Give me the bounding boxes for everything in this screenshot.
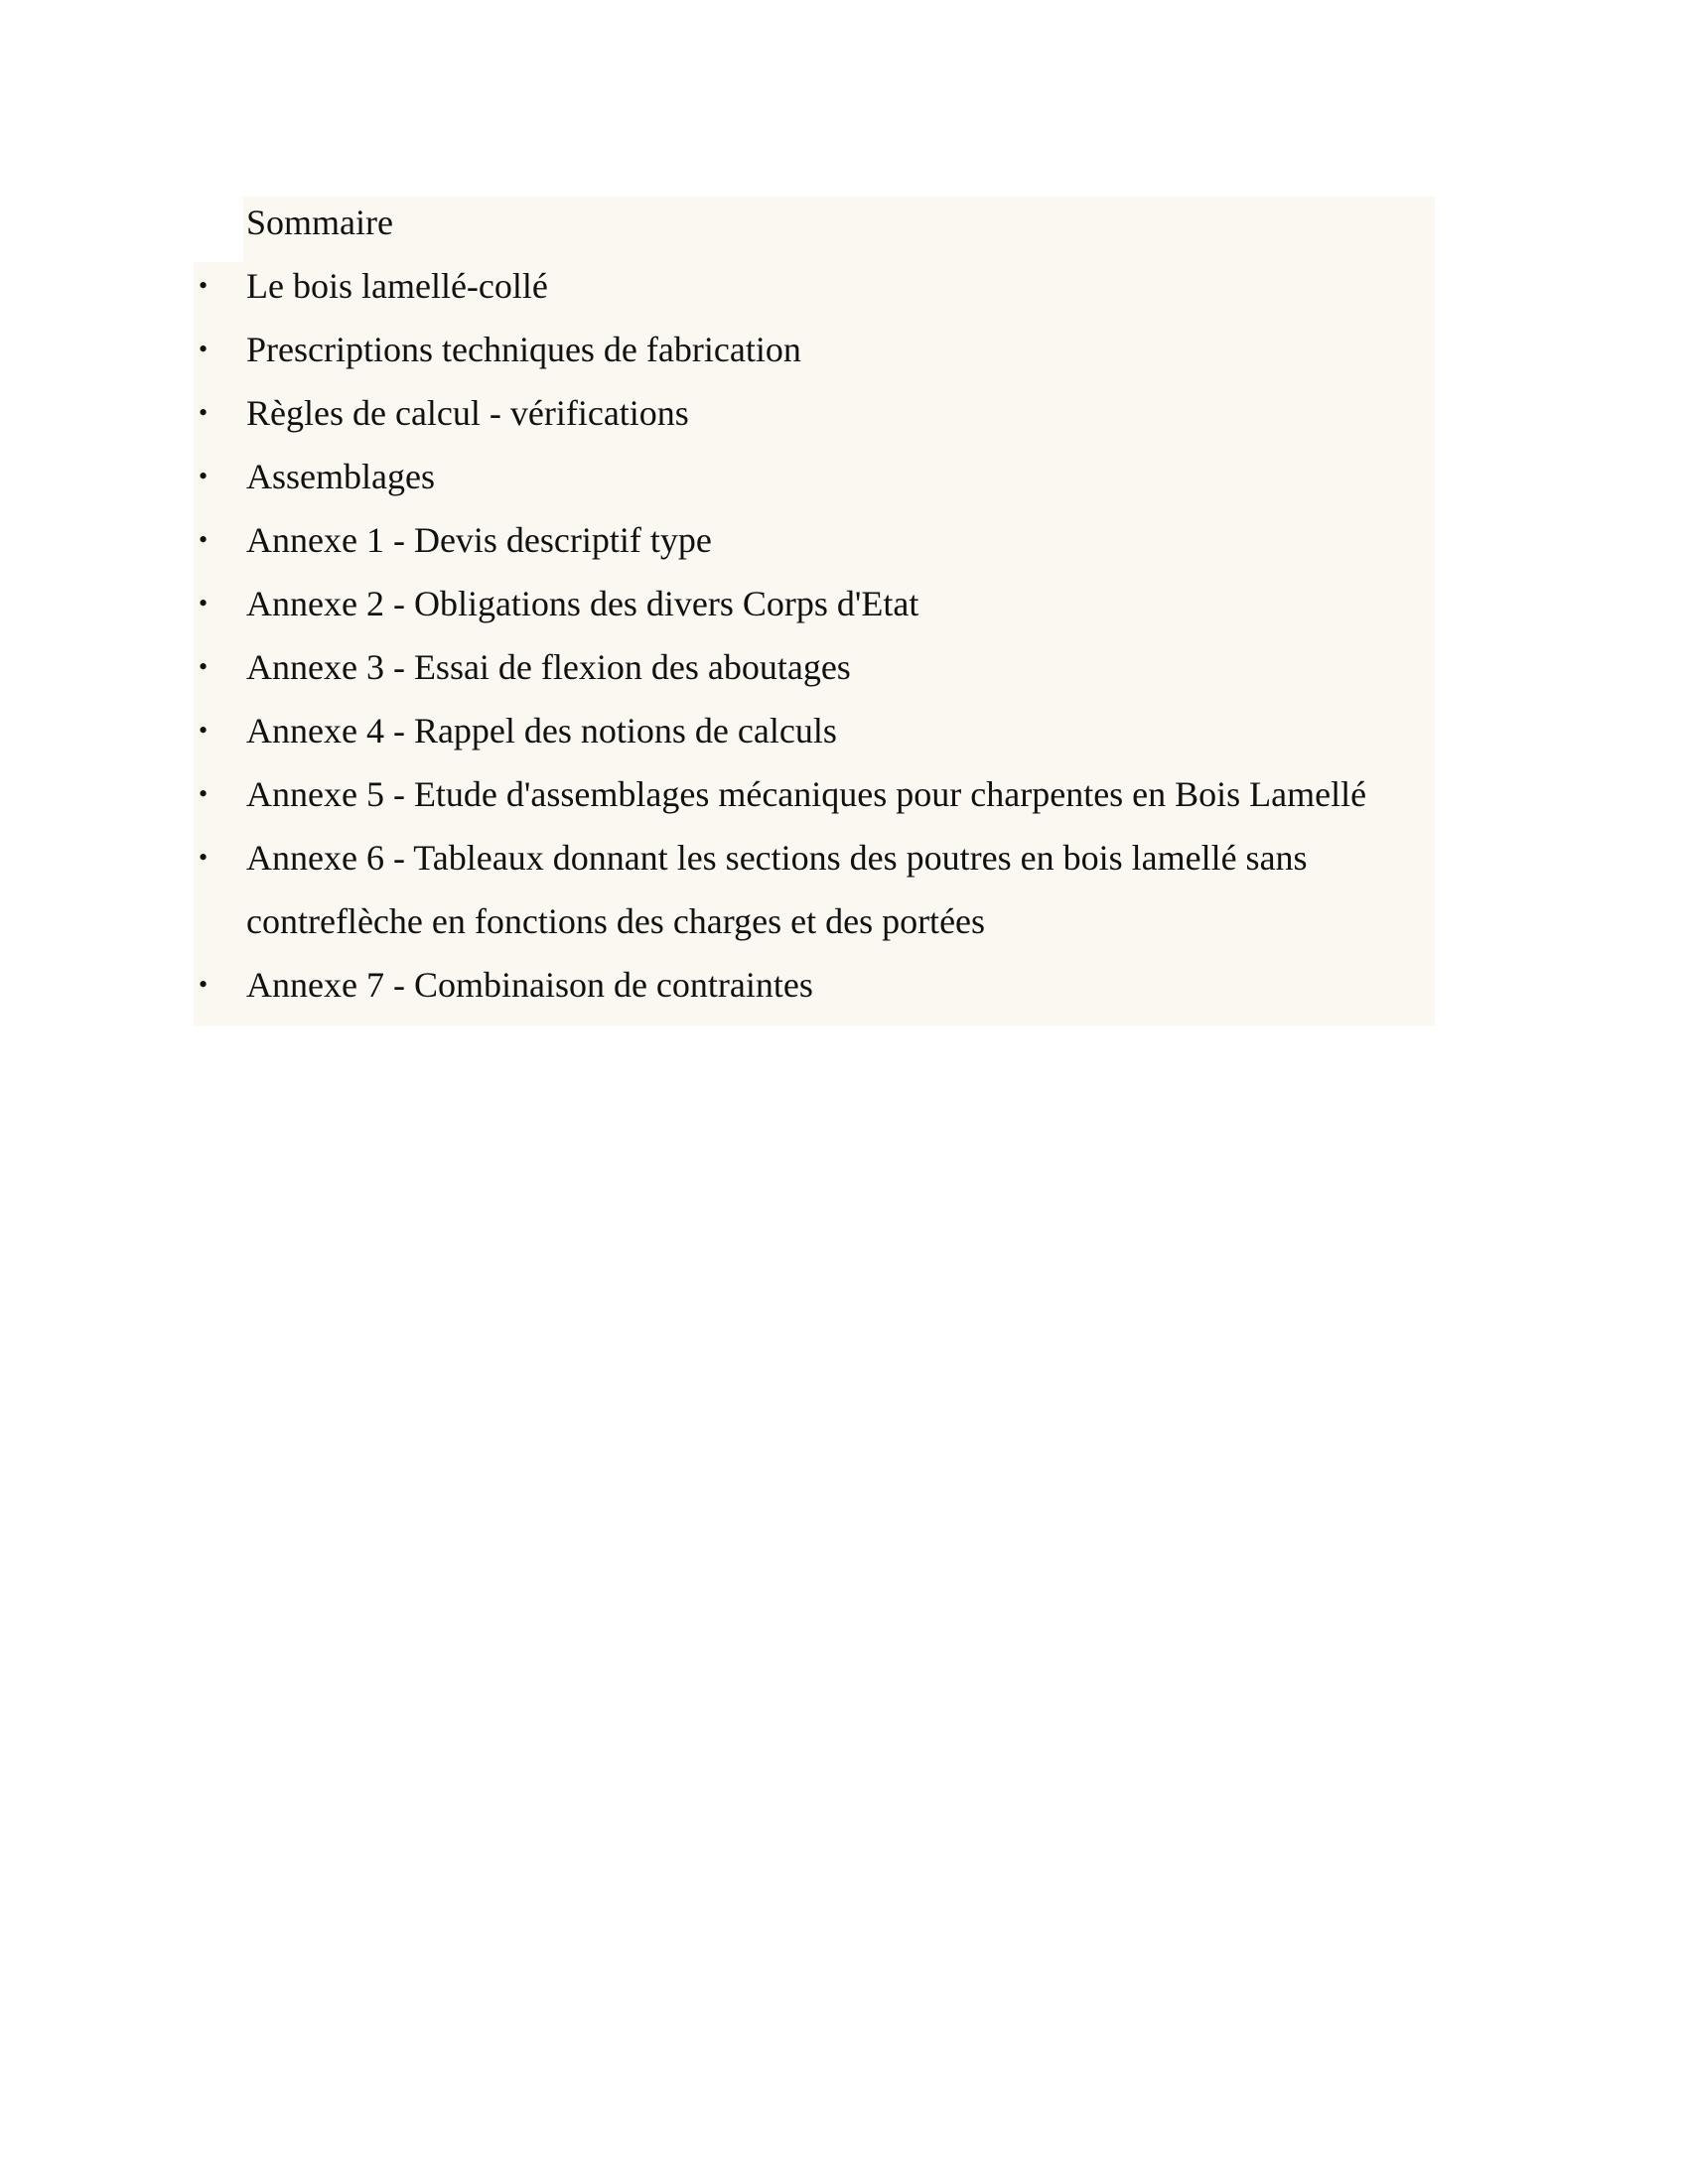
toc-item-label: Annexe 3 - Essai de flexion des aboutages [246,647,851,687]
toc-item[interactable] [199,572,1433,635]
toc-item-label: Règles de calcul - vérifications [246,393,689,433]
toc-item-label: Annexe 4 - Rappel des notions de calculs [246,711,837,751]
toc-item[interactable] [199,953,1433,1017]
toc-item[interactable] [199,381,1433,445]
bullet-icon: • [199,716,209,745]
toc-item[interactable] [199,762,1433,826]
bullet-icon: • [199,335,209,363]
toc-box-notch [194,197,243,262]
bullet-icon: • [199,779,209,808]
toc-item[interactable] [199,699,1433,762]
bullet-icon: • [199,589,209,617]
bullet-icon: • [199,843,209,872]
bullet-icon: • [199,525,209,554]
bullet-icon: • [199,970,209,999]
toc-title: Sommaire [246,203,393,242]
table-of-contents [199,191,1433,1017]
toc-item[interactable] [199,826,1433,953]
toc-item[interactable] [199,635,1433,699]
toc-item[interactable] [199,445,1433,508]
toc-item-label: Annexe 2 - Obligations des divers Corps d'Etat [246,584,919,623]
bullet-icon: • [199,398,209,427]
toc-item[interactable] [199,254,1433,318]
toc-item-label: Annexe 6 - Tableaux donnant les sections des poutres en bois lamellé sans contreflèche en fonctions des charges et des portées [246,838,1308,941]
bullet-icon: • [199,462,209,490]
toc-list [199,254,1433,1017]
toc-item-label: Annexe 1 - Devis descriptif type [246,520,712,560]
toc-item-label: Annexe 7 - Combinaison de contraintes [246,965,813,1005]
toc-item-label: Le bois lamellé-collé [246,266,548,306]
toc-item[interactable] [199,318,1433,381]
toc-item-label: Annexe 5 - Etude d'assemblages mécaniques pour charpentes en Bois Lamellé [246,774,1367,814]
toc-item[interactable] [199,508,1433,572]
bullet-icon: • [199,271,209,300]
toc-item-label: Prescriptions techniques de fabrication [246,330,801,369]
toc-item-label: Assemblages [246,457,435,496]
bullet-icon: • [199,652,209,681]
